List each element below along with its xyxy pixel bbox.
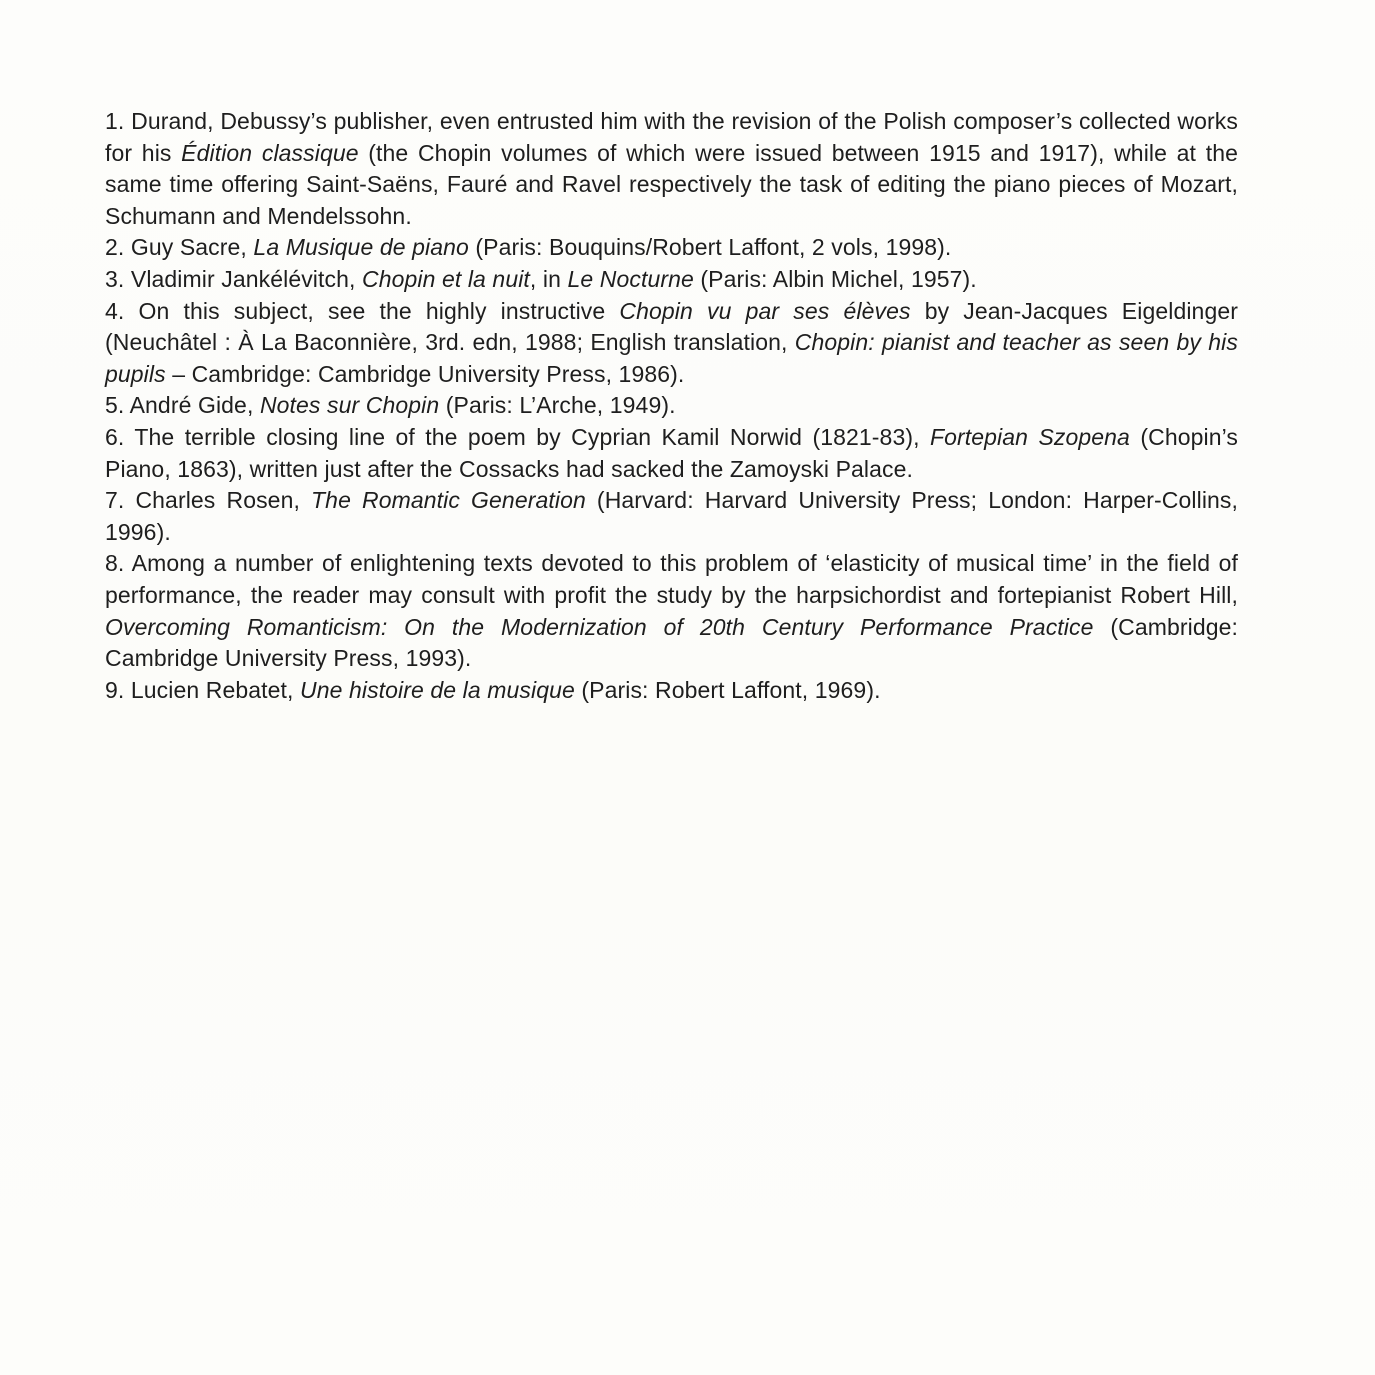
text-segment: (the Chopin volumes of which were issued between 1915 and 1917), while at the same time offering Saint-Saëns, Fauré and Ravel respectively the task of editing the piano pieces of Mozart, Schumann and Mendelssohn. xyxy=(105,139,1238,229)
text-segment: 4. On this subject, see the highly instructive xyxy=(105,297,620,324)
text-segment: (Paris: Bouquins/Robert Laffont, 2 vols, 1998). xyxy=(468,234,952,261)
text-segment: 2. Guy Sacre, xyxy=(105,234,254,261)
endnote-6 xyxy=(105,422,1238,485)
endnote-4 xyxy=(105,296,1238,391)
text-segment: (Paris: Albin Michel, 1957). xyxy=(693,265,977,292)
text-segment: , in xyxy=(529,265,568,292)
text-segment: (Paris: L’Arche, 1949). xyxy=(439,392,676,419)
endnote-1 xyxy=(105,106,1238,232)
text-segment: 9. Lucien Rebatet, xyxy=(105,676,300,703)
text-segment: – Cambridge: Cambridge University Press, 1986). xyxy=(165,360,685,387)
text-segment: Notes sur Chopin xyxy=(259,392,440,419)
endnote-9 xyxy=(105,675,1238,707)
text-segment: (Chopin’s Piano, 1863), written just after the Cossacks had sacked the Zamoyski Palace. xyxy=(105,423,1238,482)
text-segment: (Harvard: Harvard University Press; London: Harper-Collins, 1996). xyxy=(105,487,1239,545)
text-segment: The Romantic Generation xyxy=(311,487,586,514)
text-segment: Fortepian Szopena xyxy=(929,423,1130,450)
text-segment: 5. André Gide, xyxy=(105,392,260,419)
endnotes-list xyxy=(105,106,1238,706)
text-segment: 8. Among a number of enlightening texts devoted to this problem of ‘elasticity of musical time’ in the field of performance, the reader may consult with profit the study by the harpsichordist and fortepianist Robert Hill, xyxy=(105,550,1238,608)
text-segment: Le Nocturne xyxy=(567,265,694,292)
text-segment: 7. Charles Rosen, xyxy=(105,487,312,514)
text-segment: (Cambridge: Cambridge University Press, 1993). xyxy=(105,613,1238,672)
text-segment: Chopin: pianist and teacher as seen by his pupils xyxy=(105,329,1238,387)
endnote-3 xyxy=(105,264,1238,296)
text-segment: Édition classique xyxy=(181,139,359,166)
text-segment: Chopin vu par ses élèves xyxy=(619,297,911,324)
endnote-8 xyxy=(105,548,1238,674)
text-segment: Une histoire de la musique xyxy=(299,676,575,703)
text-segment: 1. Durand, Debussy’s publisher, even entrusted him with the revision of the Polish composer’s collected works for his xyxy=(105,108,1238,166)
endnote-2 xyxy=(105,232,1238,264)
text-segment: Chopin et la nuit xyxy=(361,265,530,292)
text-segment: Overcoming Romanticism: On the Modernization of 20th Century Performance Practice xyxy=(105,613,1094,640)
text-segment: by Jean-Jacques Eigeldinger (Neuchâtel : À La Baconnière, 3rd. edn, 1988; English translation, xyxy=(105,297,1238,356)
endnote-7 xyxy=(105,485,1238,548)
text-segment: (Paris: Robert Laffont, 1969). xyxy=(574,676,881,703)
endnote-5 xyxy=(105,390,1238,422)
text-segment: 3. Vladimir Jankélévitch, xyxy=(105,265,362,292)
text-segment: 6. The terrible closing line of the poem by Cyprian Kamil Norwid (1821-83), xyxy=(105,423,930,450)
text-segment: La Musique de piano xyxy=(253,234,469,261)
